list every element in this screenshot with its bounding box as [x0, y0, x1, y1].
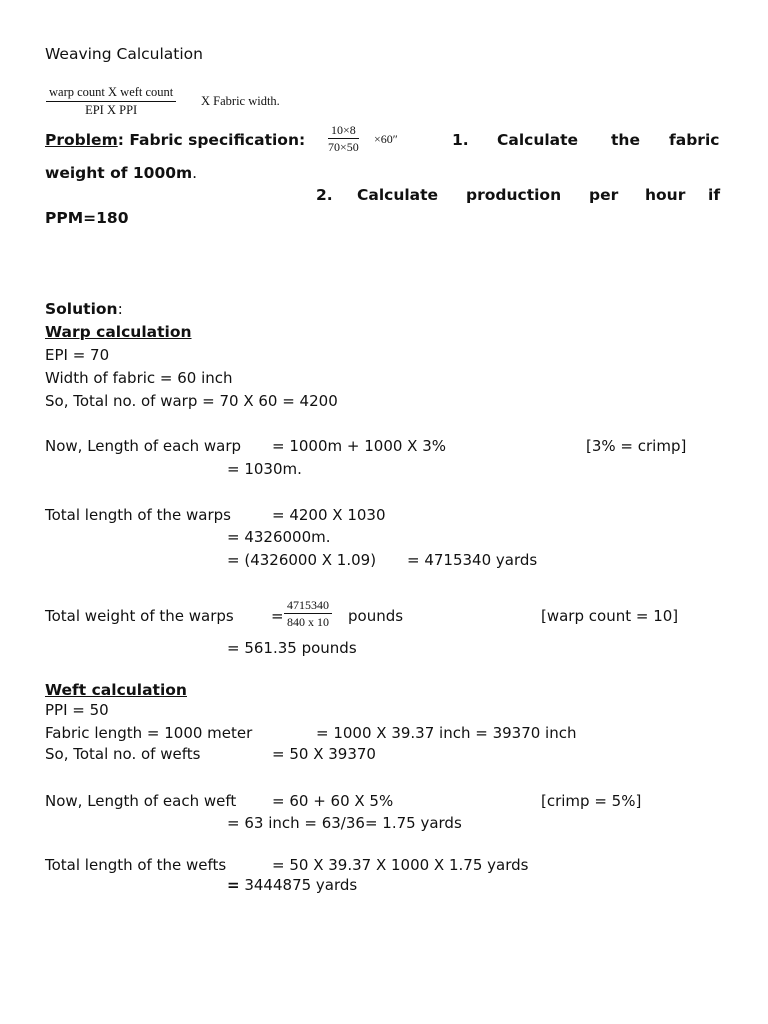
warp-length-expr: = 1000m + 1000 X 3%: [272, 437, 447, 455]
q1-continuation: [45, 166, 197, 182]
solution-label: Solution: [45, 300, 118, 318]
q2-word: Calculate: [357, 186, 439, 204]
warp-length-label: Now, Length of each warp: [45, 437, 242, 455]
spec-denominator: 70×50: [328, 140, 359, 154]
q1-cont-text: weight of 1000m: [45, 164, 193, 182]
warp-weight-label: Total weight of the warps: [45, 607, 234, 625]
weft-total-count-expr: = 50 X 39370: [272, 745, 376, 763]
warp-total-count: So, Total no. of warp = 70 X 60 = 4200: [45, 392, 338, 410]
warp-crimp-note: [3% = crimp]: [586, 437, 687, 455]
q1-number: 1.: [452, 131, 469, 149]
weft-ppi: PPI = 50: [45, 701, 109, 719]
weft-total-length-expr: = 50 X 39.37 X 1000 X 1.75 yards: [272, 856, 529, 874]
warp-total-length-yards: = 4715340 yards: [407, 551, 538, 569]
weft-total-length-label: Total length of the wefts: [45, 856, 227, 874]
q2-number: 2.: [316, 186, 333, 204]
problem-text: : Fabric specification:: [117, 131, 306, 149]
problem-line: [45, 133, 305, 149]
q2-word: if: [708, 186, 721, 204]
formula-suffix: X Fabric width.: [201, 94, 280, 108]
warp-weight-numerator: 4715340: [284, 599, 332, 614]
problem-label: Problem: [45, 131, 118, 149]
page-title: Weaving Calculation: [45, 45, 203, 63]
spec-numerator: 10×8: [328, 124, 359, 139]
solution-colon: :: [117, 300, 123, 318]
warp-total-length-m: = 4326000m.: [227, 528, 331, 546]
formula-denominator: EPI X PPI: [85, 102, 138, 117]
weft-fabric-length-conv: = 1000 X 39.37 inch = 39370 inch: [316, 724, 577, 742]
warp-weight-eq: =: [271, 607, 284, 625]
warp-weight-denominator: 840 x 10: [287, 615, 329, 629]
weft-total-count-label: So, Total no. of wefts: [45, 745, 201, 763]
q2-word: hour: [645, 186, 686, 204]
q1-word: Calculate: [497, 131, 579, 149]
warp-epi: EPI = 70: [45, 346, 110, 364]
warp-weight-fraction: [284, 599, 332, 628]
warp-total-length-label: Total length of the warps: [45, 506, 231, 524]
formula-numerator: warp count X weft count: [46, 86, 176, 102]
weft-length-label: Now, Length of each weft: [45, 792, 237, 810]
weft-length-expr: = 60 + 60 X 5%: [272, 792, 394, 810]
weft-length-result: = 63 inch = 63/36= 1.75 yards: [227, 814, 462, 832]
q1-cont-dot: .: [192, 164, 198, 182]
q1-word: the: [611, 131, 640, 149]
weft-total-length-eq: =: [227, 876, 240, 894]
spec-suffix: ×60″: [374, 132, 398, 146]
warp-weight-result: = 561.35 pounds: [227, 639, 357, 657]
formula-fraction: [46, 86, 176, 116]
warp-total-length-expr: = 4200 X 1030: [272, 506, 386, 524]
q1-word: fabric: [669, 131, 720, 149]
weft-total-length-result: 3444875 yards: [239, 876, 358, 894]
spec-fraction: [328, 124, 359, 153]
q2-word: per: [589, 186, 619, 204]
solution-heading: [45, 302, 123, 318]
weft-total-length-result-line: [227, 878, 357, 893]
warp-width: Width of fabric = 60 inch: [45, 369, 233, 387]
warp-total-length-conv: = (4326000 X 1.09): [227, 551, 377, 569]
weft-fabric-length: Fabric length = 1000 meter: [45, 724, 253, 742]
weft-crimp-note: [crimp = 5%]: [541, 792, 642, 810]
weft-heading: Weft calculation: [45, 681, 187, 699]
q2-continuation: PPM=180: [45, 209, 129, 227]
warp-heading: Warp calculation: [45, 323, 192, 341]
warp-count-note: [warp count = 10]: [541, 607, 679, 625]
warp-length-result: = 1030m.: [227, 460, 302, 478]
warp-weight-unit: pounds: [348, 607, 404, 625]
q2-word: production: [466, 186, 562, 204]
